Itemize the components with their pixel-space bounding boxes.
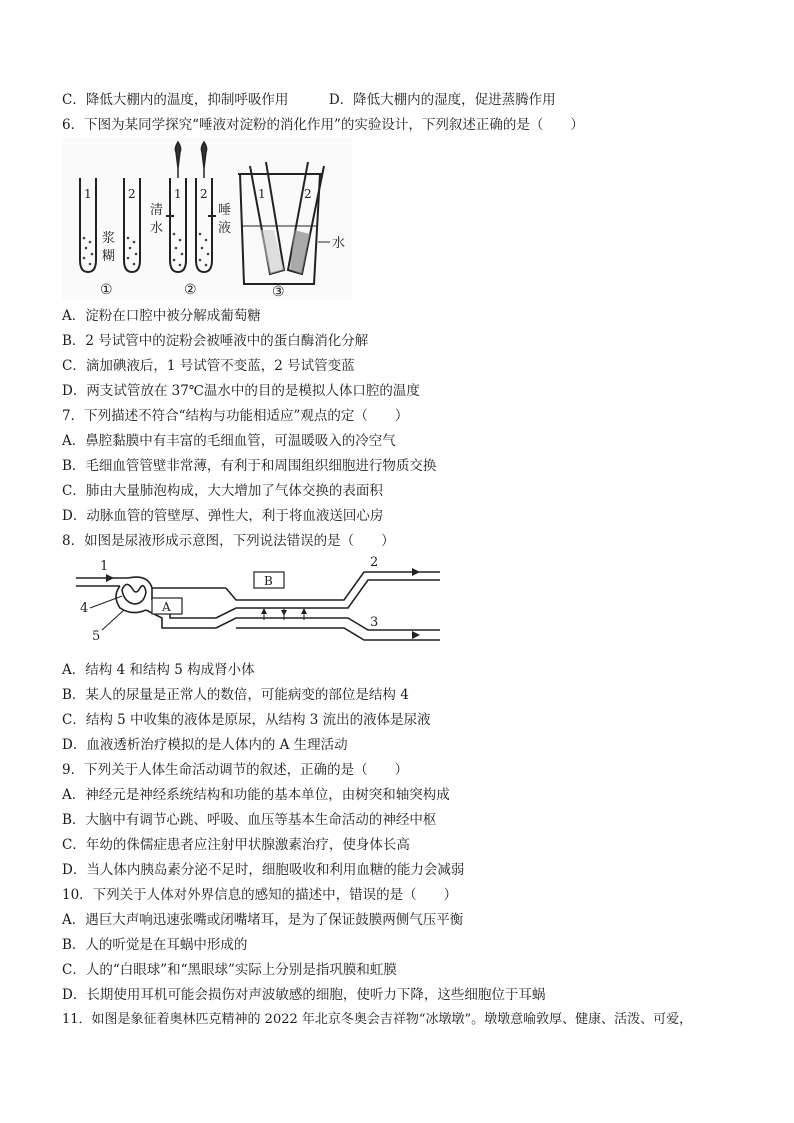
q7-option-a: A．鼻腔黏膜中有丰富的毛细血管，可温暖吸入的冷空气 bbox=[62, 433, 396, 449]
water-label: 水 bbox=[150, 221, 164, 236]
q7-option-d: D．动脉血管的管壁厚、弹性大，利于将血液送回心房 bbox=[62, 508, 384, 524]
tube-number: 1 bbox=[84, 187, 92, 201]
q8-option-a: A．结构 4 和结构 5 构成肾小体 bbox=[62, 662, 255, 678]
label-4: 4 bbox=[80, 601, 89, 616]
q6-option-b: B．2 号试管中的淀粉会被唾液中的蛋白酶消化分解 bbox=[62, 333, 369, 349]
q8-option-d: D．血液透析治疗模拟的是人体内的 A 生理活动 bbox=[62, 737, 348, 753]
q11-stem: 11．如图是象征着奥林匹克精神的 2022 年北京冬奥会吉祥物“冰墩墩”。墩墩意喻敦厚、健康、活泼、可爱， bbox=[62, 1012, 693, 1027]
q10-option-d: D．长期使用耳机可能会损伤对声波敏感的细胞，使听力下降，这些细胞位于耳蜗 bbox=[62, 987, 546, 1003]
q6-stem: 6．下图为某同学探究“唾液对淀粉的消化作用”的实验设计，下列叙述正确的是（ ） bbox=[62, 117, 584, 133]
q9-option-a: A．神经元是神经系统结构和功能的基本单位，由树突和轴突构成 bbox=[62, 787, 450, 803]
q9-option-c: C．年幼的侏儒症患者应注射甲状腺激素治疗，使身体长高 bbox=[62, 837, 410, 853]
tube-number: 1 bbox=[258, 187, 266, 201]
q9-option-b: B．大脑中有调节心跳、呼吸、血压等基本生命活动的神经中枢 bbox=[62, 812, 437, 828]
q9-option-d: D．当人体内胰岛素分泌不足时，细胞吸收和利用血糖的能力会减弱 bbox=[62, 862, 465, 878]
q10-stem: 10．下列关于人体对外界信息的感知的描述中，错误的是（ ） bbox=[62, 887, 458, 903]
tube-number: 2 bbox=[304, 187, 312, 201]
step-number: ③ bbox=[272, 284, 285, 300]
step-number: ② bbox=[184, 282, 197, 298]
step-number: ① bbox=[100, 282, 113, 298]
q6-option-d: D．两支试管放在 37℃温水中的目的是模拟人体口腔的温度 bbox=[62, 383, 420, 399]
q6-option-a: A．淀粉在口腔中被分解成葡萄糖 bbox=[62, 308, 261, 324]
q7-option-b: B．毛细血管管壁非常薄，有利于和周围组织细胞进行物质交换 bbox=[62, 458, 437, 474]
label-1: 1 bbox=[100, 559, 109, 574]
q8-stem: 8．如图是尿液形成示意图，下列说法错误的是（ ） bbox=[62, 533, 395, 549]
paste-label: 糊 bbox=[102, 249, 116, 264]
experiment-figure bbox=[62, 138, 352, 300]
bath-label: 水 bbox=[332, 236, 346, 251]
paste-label: 浆 bbox=[102, 231, 116, 246]
tube-number: 2 bbox=[200, 187, 208, 201]
label-a: A bbox=[162, 600, 171, 614]
label-2: 2 bbox=[370, 556, 379, 570]
q5-option-cd: C．降低大棚内的温度，抑制呼吸作用 D．降低大棚内的湿度，促进蒸腾作用 bbox=[62, 92, 556, 108]
label-5: 5 bbox=[92, 629, 101, 644]
q10-option-b: B．人的听觉是在耳蜗中形成的 bbox=[62, 937, 248, 953]
q8-option-c: C．结构 5 中收集的液体是原尿，从结构 3 流出的液体是尿液 bbox=[62, 712, 431, 728]
tube-number: 1 bbox=[174, 187, 182, 201]
q8-option-b: B．某人的尿量是正常人的数倍，可能病变的部位是结构 4 bbox=[62, 687, 409, 703]
saliva-label: 唾 bbox=[218, 203, 232, 218]
tube-number: 2 bbox=[128, 187, 136, 201]
q7-stem: 7．下列描述不符合“结构与功能相适应”观点的定（ ） bbox=[62, 408, 409, 424]
q10-option-a: A．遇巨大声响迅速张嘴或闭嘴堵耳，是为了保证鼓膜两侧气压平衡 bbox=[62, 912, 464, 928]
q9-stem: 9．下列关于人体生命活动调节的叙述，正确的是（ ） bbox=[62, 762, 409, 778]
nephron-figure bbox=[76, 556, 440, 648]
label-3: 3 bbox=[370, 615, 379, 630]
q7-option-c: C．肺由大量肺泡构成，大大增加了气体交换的表面积 bbox=[62, 483, 383, 499]
q6-option-c: C．滴加碘液后，1 号试管不变蓝，2 号试管变蓝 bbox=[62, 358, 355, 374]
water-label: 清 bbox=[150, 203, 164, 218]
saliva-label: 液 bbox=[218, 221, 232, 236]
q10-option-c: C．人的“白眼球”和“黑眼球”实际上分别是指巩膜和虹膜 bbox=[62, 962, 397, 978]
label-b: B bbox=[264, 574, 273, 588]
